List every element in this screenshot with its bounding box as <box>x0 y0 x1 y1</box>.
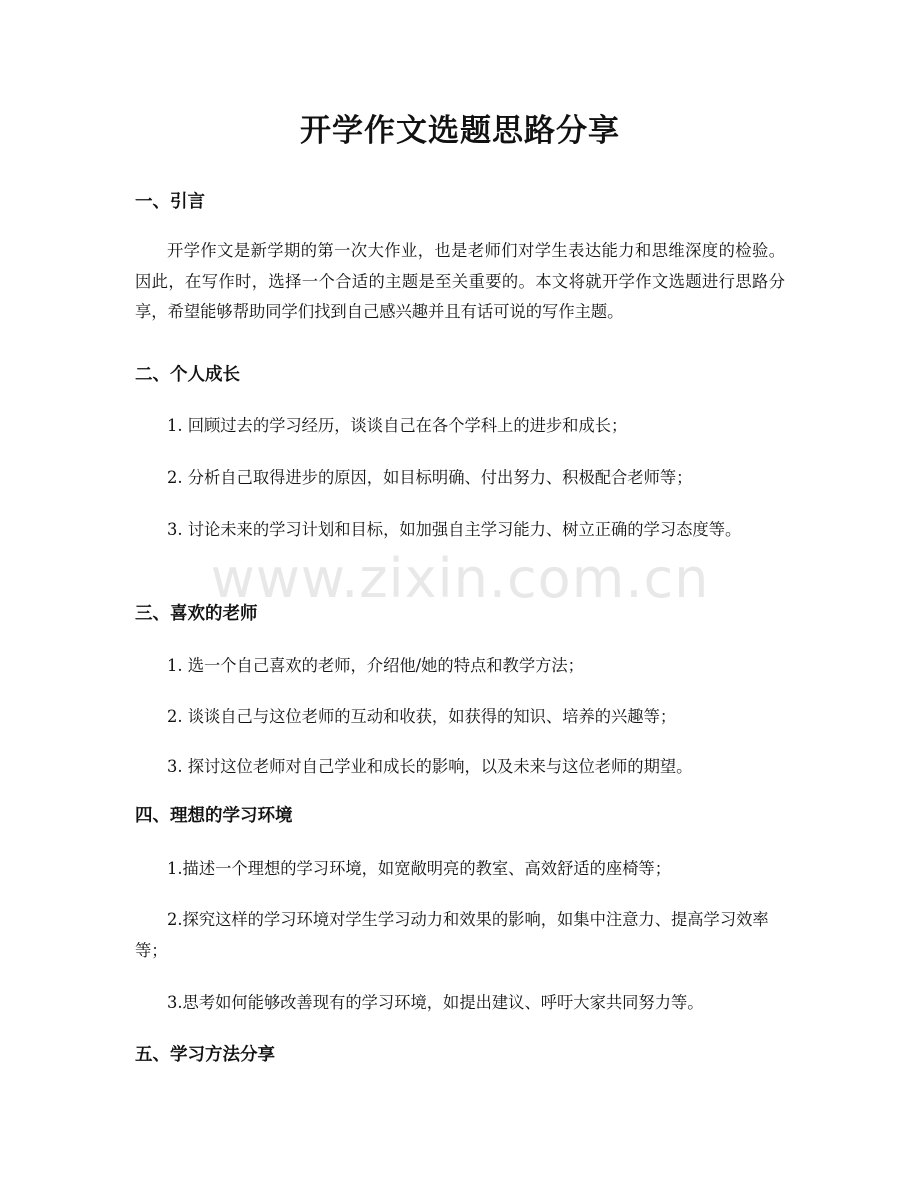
list-item: 1.描述一个理想的学习环境，如宽敞明亮的教室、高效舒适的座椅等； <box>167 859 671 878</box>
section-heading-personal-growth: 二、个人成长 <box>135 365 240 385</box>
list-item: 3.思考如何能够改善现有的学习环境，如提出建议、呼吁大家共同努力等。 <box>167 993 704 1012</box>
list-item: 3. 探讨这位老师对自己学业和成长的影响，以及未来与这位老师的期望。 <box>167 757 693 776</box>
list-item: 3. 讨论未来的学习计划和目标，如加强自主学习能力、树立正确的学习态度等。 <box>167 520 742 539</box>
list-item: 2. 分析自己取得进步的原因，如目标明确、付出努力、积极配合老师等； <box>167 468 693 487</box>
watermark: www.zixin.com.cn <box>210 547 710 610</box>
list-item: 2. 谈谈自己与这位老师的互动和收获，如获得的知识、培养的兴趣等； <box>167 707 677 726</box>
intro-paragraph: 开学作文是新学期的第一次大作业，也是老师们对学生表达能力和思维深度的检验。因此，在写作时，选择一个合适的主题是至关重要的。本文将就开学作文选题进行思路分享，希望能够帮助同学们找到自己感兴趣并且有话可说的写作主题。 <box>135 241 785 321</box>
list-item: 2.探究这样的学习环境对学生学习动力和效果的影响，如集中注意力、提高学习效率等； <box>135 910 769 960</box>
document-title: 开学作文选题思路分享 <box>300 113 620 149</box>
section-heading-intro: 一、引言 <box>135 192 205 212</box>
section-heading-ideal-environment: 四、理想的学习环境 <box>135 806 293 826</box>
list-item: 1. 选一个自己喜欢的老师，介绍他/她的特点和教学方法； <box>167 656 584 675</box>
section-heading-study-methods: 五、学习方法分享 <box>135 1045 275 1065</box>
list-item: 1. 回顾过去的学习经历，谈谈自己在各个学科上的进步和成长； <box>167 416 628 435</box>
section-heading-favorite-teacher: 三、喜欢的老师 <box>135 604 258 624</box>
